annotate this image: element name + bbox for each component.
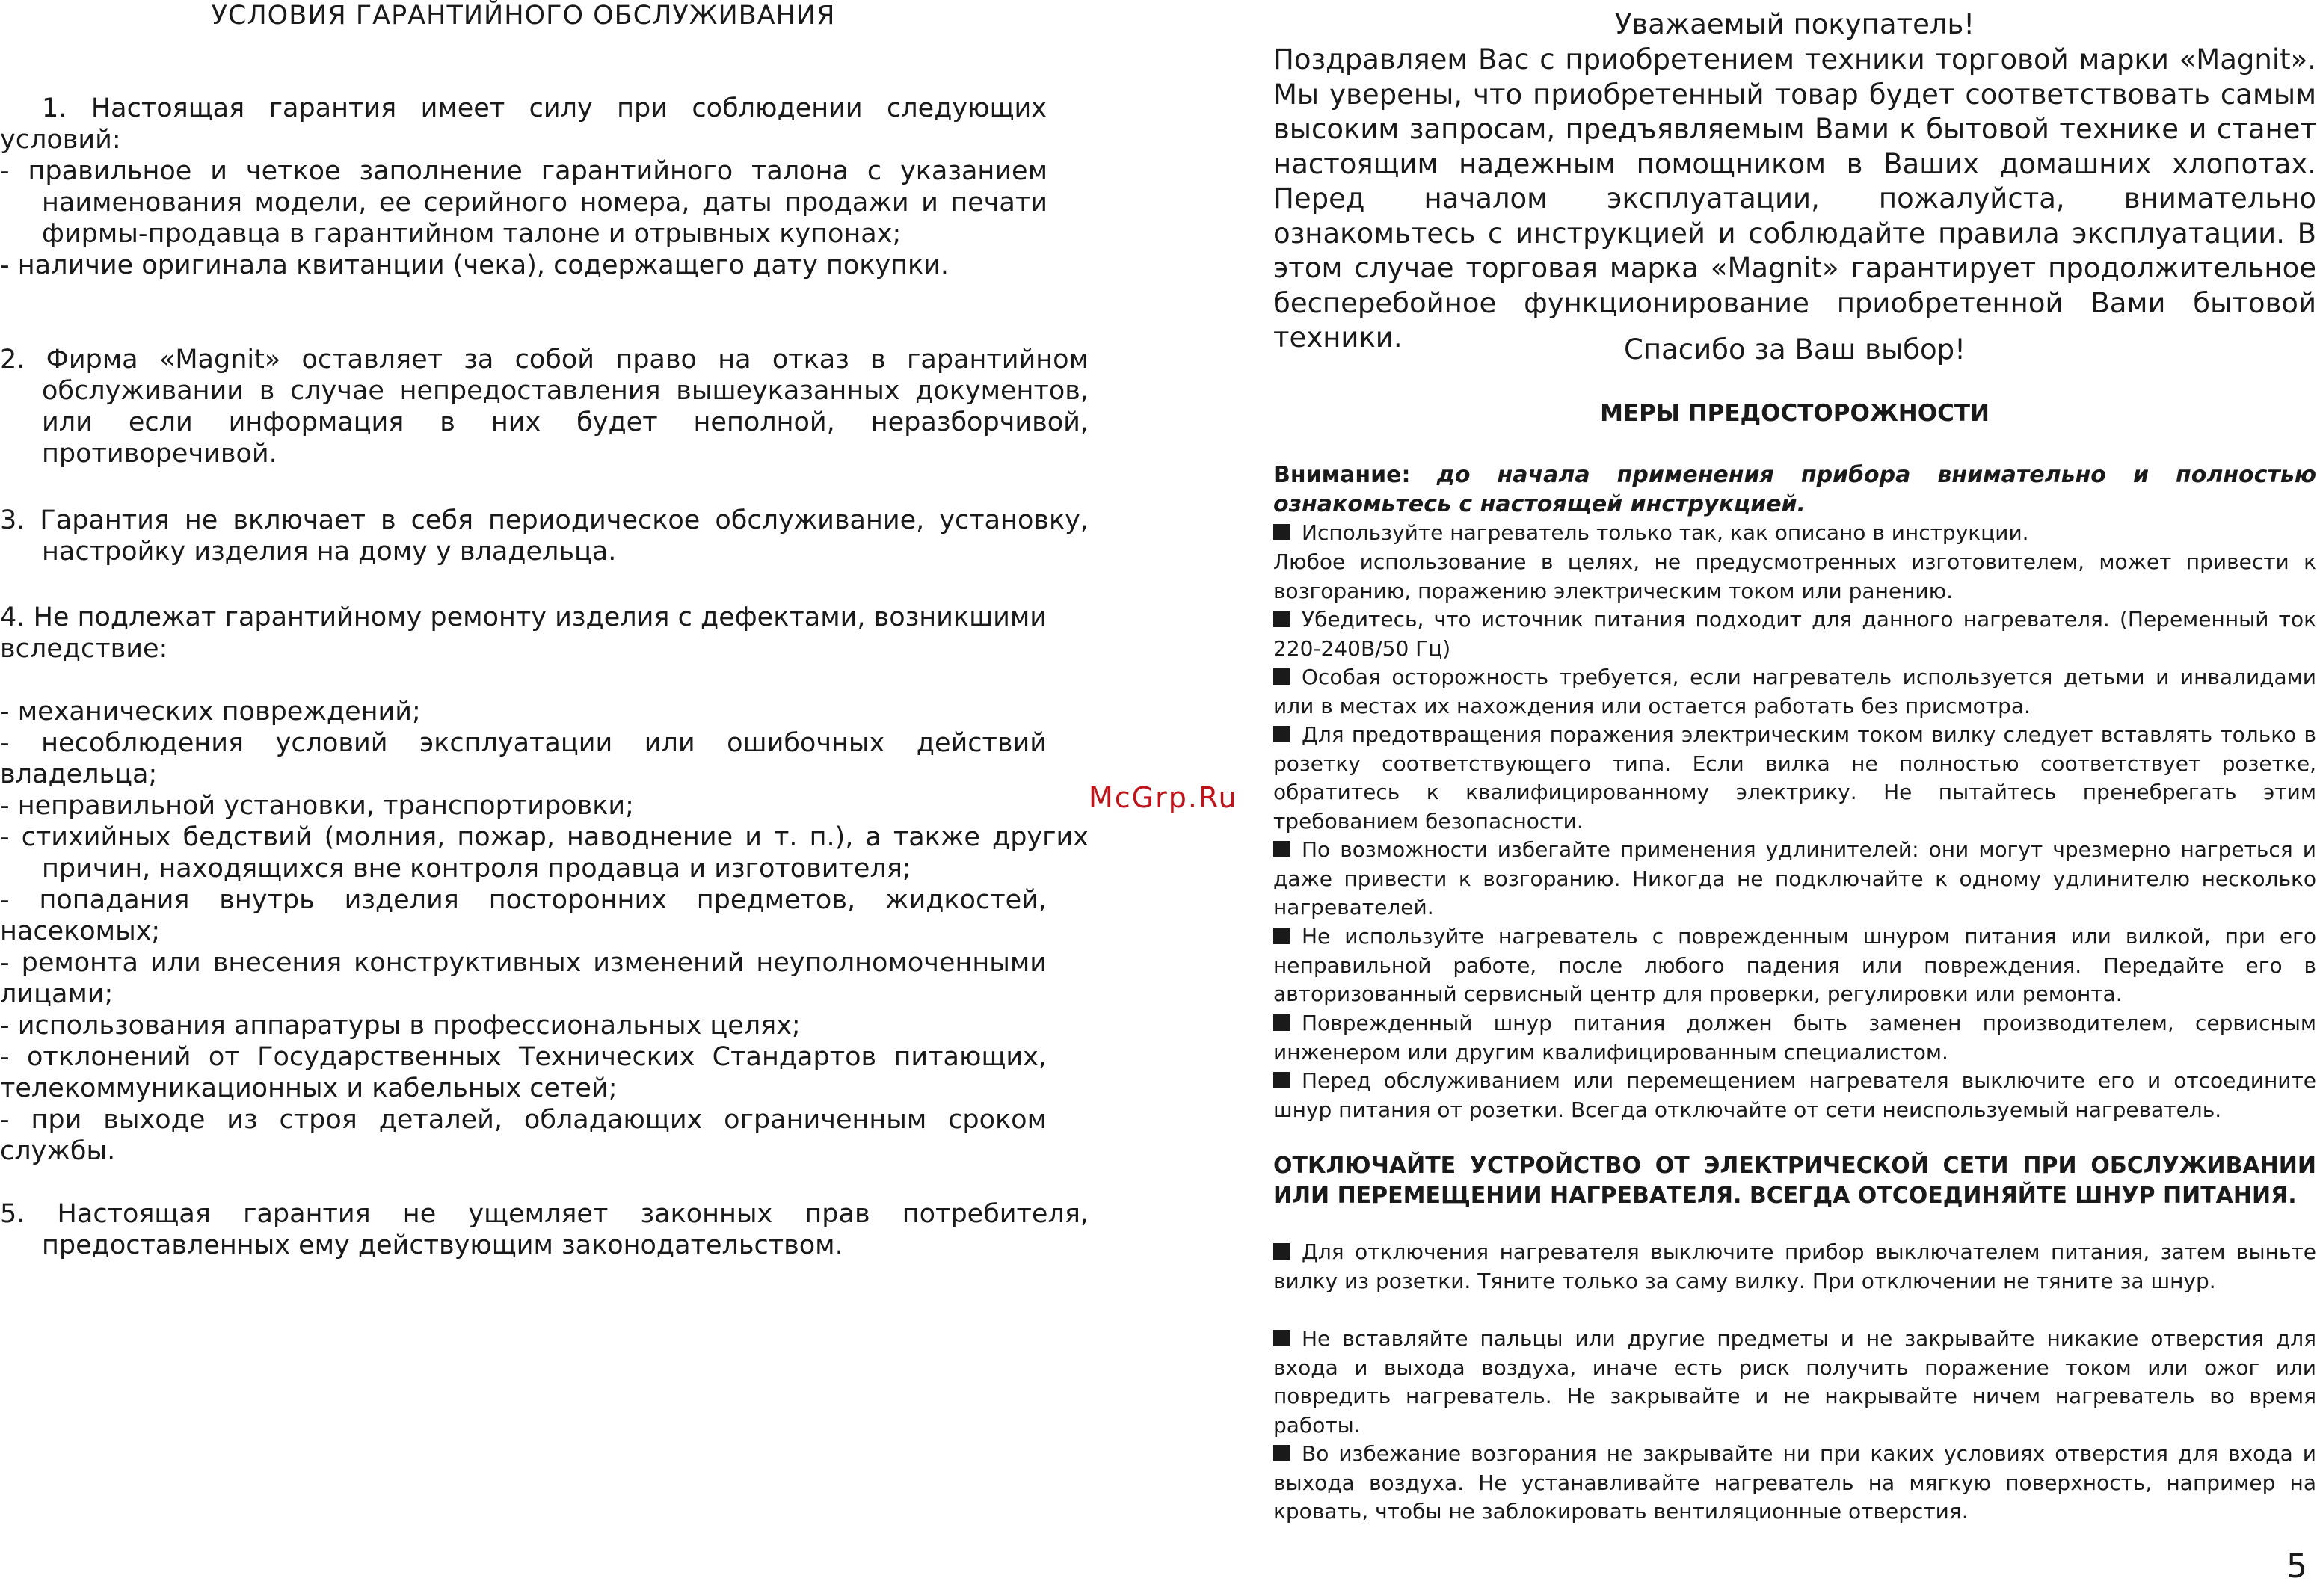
attention-block [1273,461,2316,519]
bullet-square-icon [1273,1330,1290,1346]
safety-item: Для отключения нагревателя выключите прибор выключателем питания, затем выньте вилку из розетки. Тяните только за саму вилку. При отключении не тяните за шнур. [1273,1239,2316,1293]
bullet-square-icon [1273,611,1290,627]
attention-label: Внимание: [1273,462,1411,488]
defect-item: - отклонений от Государственных Технических Стандартов питающих, телекоммуникационных и кабельных сетей; [0,1042,1047,1103]
safety-item: Для предотвращения поражения электрическим током вилку следует вставлять только в розетку соответствующего типа. Если вилка не полностью соответствует розетке, обратитесь к квалифицированному электрику. Не пытайтесь пренебрегать этим требованием безопасности. [1273,722,2316,834]
condition-3: 3. Гарантия не включает в себя периодическое обслуживание, установку, настройку изделия на дому у владельца. [0,505,1089,567]
safety-item: Перед обслуживанием или перемещением нагревателя выключите его и отсоедините шнур питания от розетки. Всегда отключайте от сети неиспользуемый нагреватель. [1273,1068,2316,1122]
safety-item: Особая осторожность требуется, если нагреватель используется детьми и инвалидами или в местах их нахождения или остается работать без присмотра. [1273,665,2316,718]
greeting: Уважаемый покупатель! [1614,8,1975,40]
defect-item: - попадания внутрь изделия посторонних предметов, жидкостей, насекомых; [0,885,1047,946]
intro-paragraph: Поздравляем Вас с приобретением техники торговой марки «Magnit». Мы уверены, что приобретенный товар будет соответствовать самым высоким запросам, предъявляемым Вами к бытовой технике и станет настоящим надежным помощником в Ваших домашних хлопотах. Перед началом эксплуатации, пожалуйста, внимательно ознакомьтесь с инструкцией и соблюдайте правила эксплуатации. В этом случае торговая марка «Magnit» гарантирует продолжительное бесперебойное функционирование приобретенной Вами бытовой техники. [1273,43,2316,354]
safety-item: Во избежание возгорания не закрывайте ни при каких условиях отверстия для входа и выхода воздуха. Не устанавливайте нагреватель на мягкую поверхность, например на кровать, чтобы не заблокировать вентиляционные отверстия. [1273,1441,2316,1524]
safety-item: Убедитесь, что источник питания подходит для данного нагревателя. (Переменный ток 220-240В/50 Гц) [1273,607,2316,661]
safety-item: Используйте нагреватель только так, как описано в инструкции. [1273,519,2316,548]
safety-item: По возможности избегайте применения удлинителей: они могут чрезмерно нагреться и даже привести к возгоранию. Никогда не подключайте к одному удлинителю несколько нагревателей. [1273,837,2316,920]
defect-item: - несоблюдения условий эксплуатации или ошибочных действий владельца; [0,728,1047,789]
defect-item: - неправильной установки, транспортировки; [0,791,634,821]
defect-item: - стихийных бедствий (молния, пожар, наводнение и т. п.), а также других причин, находящихся вне контроля продавца и изготовителя; [0,822,1089,884]
safety-item: Не используйте нагреватель с поврежденным шнуром питания или вилкой, при его неправильной работе, после любого падения или повреждения. Передайте его в авторизованный сервисный центр для проверки, регулировки или ремонта. [1273,924,2316,1007]
condition-4: 4. Не подлежат гарантийному ремонту изделия с дефектами, возникшими вследствие: [0,603,1047,664]
condition-5: 5. Настоящая гарантия не ущемляет законных прав потребителя, предоставленных ему действующим законодательством. [0,1199,1089,1260]
condition-1-item-a: - правильное и четкое заполнение гарантийного талона с указанием наименования модели, ее серийного номера, даты продажи и печати фирмы-продавца в гарантийном талоне и отрывных купонах; [0,156,1047,249]
defect-item: - ремонта или внесения конструктивных изменений неуполномоченными лицами; [0,948,1047,1009]
bullet-square-icon [1273,1072,1290,1088]
watermark: McGrp.Ru [1089,781,1238,814]
defect-item: - механических повреждений; [0,697,421,727]
bullet-square-icon [1273,1445,1290,1461]
safety-title: МЕРЫ ПРЕДОСТОРОЖНОСТИ [1600,400,1990,427]
bullet-square-icon [1273,1243,1290,1260]
bullet-square-icon [1273,1014,1290,1031]
condition-2: 2. Фирма «Magnit» оставляет за собой право на отказ в гарантийном обслуживании в случае непредоставления вышеуказанных документов, или если информация в них будет неполной, неразборчивой, противоречивой. [0,345,1089,469]
condition-1-item-b: - наличие оригинала квитанции (чека), содержащего дату покупки. [0,250,950,280]
caps-warning: ОТКЛЮЧАЙТЕ УСТРОЙСТВО ОТ ЭЛЕКТРИЧЕСКОЙ СЕТИ ПРИ ОБСЛУЖИВАНИИ ИЛИ ПЕРЕМЕЩЕНИИ НАГРЕВАТЕЛЯ. ВСЕГДА ОТСОЕДИНЯЙТЕ ШНУР ПИТАНИЯ. [1273,1153,2316,1209]
defect-item: - при выходе из строя деталей, обладающих ограниченным сроком службы. [0,1105,1047,1166]
bullet-square-icon [1273,524,1290,540]
page-number: 5 [2286,1547,2307,1586]
bullet-square-icon [1273,928,1290,944]
warranty-title: УСЛОВИЯ ГАРАНТИЙНОГО ОБСЛУЖИВАНИЯ [211,1,836,31]
bullet-square-icon [1273,841,1290,857]
safety-item-continued: Любое использование в целях, не предусмотренных изготовителем, может привести к возгоранию, поражению электрическим током или ранению. [1273,549,2316,603]
attention-text: до начала применения прибора внимательно и полностью ознакомьтесь с настоящей инструкцией. [1273,462,2316,517]
thanks-line: Спасибо за Ваш выбор! [1624,333,1966,366]
safety-item: Поврежденный шнур питания должен быть заменен производителем, сервисным инженером или другим квалифицированным специалистом. [1273,1011,2316,1064]
bullet-square-icon [1273,726,1290,742]
bullet-square-icon [1273,668,1290,685]
condition-1-intro: 1. Настоящая гарантия имеет силу при соблюдении следующих условий: [0,93,1047,155]
defect-item: - использования аппаратуры в профессиональных целях; [0,1011,801,1041]
safety-item: Не вставляйте пальцы или другие предметы и не закрывайте никакие отверстия для входа и выхода воздуха, иначе есть риск получить поражение током или ожог или повредить нагреватель. Не закрывайте и не накрывайте ничем нагреватель во время работы. [1273,1326,2316,1438]
